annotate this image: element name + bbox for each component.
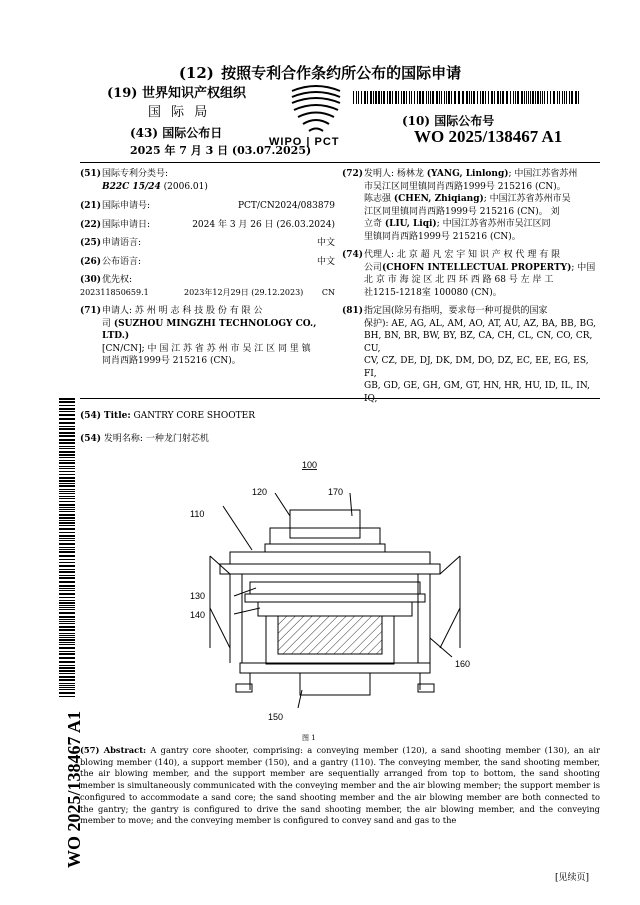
barcode-bar — [448, 91, 450, 104]
barcode-bar — [59, 426, 75, 427]
barcode-bar — [59, 676, 75, 678]
barcode-bar — [358, 91, 359, 104]
barcode-bar — [59, 602, 75, 604]
barcode-bar — [59, 509, 75, 510]
barcode-bar — [566, 91, 567, 104]
barcode-bar — [430, 91, 431, 104]
barcode-bar — [517, 91, 519, 104]
pub-date-label: (43) 国际公布日 — [130, 126, 223, 140]
barcode-bar — [544, 91, 545, 104]
barcode-bar — [403, 91, 405, 104]
barcode-bar — [59, 593, 75, 595]
barcode-bar — [59, 489, 75, 490]
barcode-bar — [59, 597, 75, 598]
barcode-bar — [59, 555, 75, 557]
biblio-rule — [80, 398, 600, 399]
field-81: (81)指定国(除另有指明，要求每一种可提供的国家 — [342, 306, 548, 316]
barcode-bar — [59, 590, 75, 591]
barcode-bar — [417, 91, 418, 104]
barcode-bar — [540, 91, 541, 104]
barcode-bar — [59, 535, 75, 537]
document-type-title: (12) 按照专利合作条约所公布的国际申请 — [178, 64, 462, 82]
barcode-bar — [59, 401, 75, 403]
field-71: (71)申请人: 苏 州 明 志 科 技 股 份 有 限 公 — [80, 306, 263, 316]
barcode-bar — [59, 538, 75, 539]
barcode-bar — [59, 471, 75, 472]
barcode-bar — [59, 428, 75, 430]
barcode-bar — [59, 435, 75, 437]
barcode-bar — [477, 91, 478, 104]
barcode-bar — [497, 91, 499, 104]
barcode-bar — [59, 621, 75, 622]
barcode-bar — [378, 91, 380, 104]
barcode-bar — [59, 577, 75, 579]
header-rule — [80, 162, 600, 163]
barcode-bar — [524, 91, 525, 104]
barcode-bar — [401, 91, 402, 104]
title-zh: (54) 发明名称: 一种龙门射芯机 — [80, 434, 209, 444]
barcode-bar — [364, 91, 366, 104]
ref-label: 170 — [328, 487, 344, 497]
barcode-bar — [557, 91, 558, 104]
barcode-bar — [521, 91, 523, 104]
barcode-bar — [59, 689, 75, 690]
barcode-bar — [432, 91, 434, 104]
barcode-bar — [559, 91, 560, 104]
barcode-bar — [59, 551, 75, 553]
barcode-bar — [488, 91, 489, 104]
barcode-bar — [59, 468, 75, 469]
barcode-bar — [59, 442, 75, 444]
barcode-bar — [510, 91, 511, 104]
barcode-bar — [59, 462, 75, 464]
barcode-bar — [59, 514, 75, 516]
barcode-bar — [367, 91, 368, 104]
barcode-bar — [59, 485, 75, 487]
barcode-bar — [59, 569, 75, 570]
barcode-bar — [387, 91, 388, 104]
barcode-bar — [471, 91, 472, 104]
biblio-left: (51)国际专利分类号: B22C 15/24 (2006.01) (21) 国际申请号: PCT/CN2024/083879 (22) 国际申请日: 2024 年 3 月 26 日 (26.03.2024) (25) 申请语言: 中文 (26) 公布语言: 中文 (30)优先权: 202311850659.1 2023年12月29日 (29.12.2023) CN (71)申请人: 苏 州 明 志 科 技 股 份 有 限 公 司 (SUZHOU MINGZHI TECHNOLOGY CO., LTD.) [CN/CN]; 中 国 江 苏 省 苏 州 市 吴 江 区 同 里 镇 同肖西路1999号 215216 (CN)。 — [80, 169, 335, 366]
barcode-bar — [59, 496, 75, 497]
barcode-bar — [59, 661, 75, 663]
barcode-bar — [59, 619, 75, 620]
field-21: (21) 国际申请号: PCT/CN2024/083879 — [80, 201, 335, 211]
barcode-bar — [381, 91, 382, 104]
barcode-bar — [446, 91, 447, 104]
field-51: (51)国际专利分类号: — [80, 169, 169, 179]
barcode-bar — [59, 626, 75, 628]
barcode-bar — [59, 687, 75, 688]
barcode-bar — [513, 91, 514, 104]
barcode-bar — [398, 91, 399, 104]
top-barcode — [353, 91, 581, 104]
barcode-bar — [395, 91, 397, 104]
barcode-bar — [59, 639, 75, 641]
field-25: (25) 申请语言: 中文 — [80, 238, 335, 248]
barcode-bar — [466, 91, 468, 104]
barcode-bar — [59, 405, 75, 406]
barcode-bar — [59, 411, 75, 412]
barcode-bar — [451, 91, 452, 104]
pub-date: 2025 年 7 月 3 日 (03.07.2025) — [130, 144, 312, 157]
organization-subname: 国 际 局 — [148, 105, 211, 120]
barcode-bar — [59, 457, 75, 458]
barcode-bar — [59, 585, 75, 587]
barcode-bar — [426, 91, 427, 104]
barcode-bar — [59, 418, 75, 420]
barcode-bar — [383, 91, 385, 104]
barcode-bar — [59, 651, 75, 652]
ref-label: 100 — [302, 460, 318, 470]
barcode-bar — [542, 91, 543, 104]
barcode-bar — [59, 532, 75, 533]
side-pub-number: WO 2025/138467 A1 — [64, 710, 84, 868]
figure-1-drawing — [190, 458, 480, 728]
barcode-bar — [392, 91, 393, 104]
barcode-bar — [59, 547, 75, 548]
barcode-bar — [506, 91, 508, 104]
barcode-bar — [59, 667, 75, 669]
ref-label: 120 — [252, 487, 268, 497]
barcode-bar — [59, 683, 75, 684]
barcode-bar — [59, 549, 75, 550]
biblio-right: (72)发明人: 杨林龙 (YANG, Linlong); 中国江苏省苏州 市吴江区同里镇同肖西路1999号 215216 (CN)。 陈志强 (CHEN, Zhiqiang); 中国江苏省苏州市吴 江区同里镇同肖西路1999号 215216 (CN)。 刘 立奇 (LIU, Liqi); 中国江苏省苏州市吴江区同 里镇同肖西路1999号 215216 (CN)。 (74)代理人: 北 京 超 凡 宏 宇 知 识 产 权 代 理 有 限 公司(CHOFN INTELLECTUAL PROPERTY); 中国 北 京 市 海 淀 区 北 四 环 西 路 68 号 左 岸 工 社1215-1218室 100080 (CN)。 (81)指定国(除另有指明，要求每一种可提供的国家 保护): AE, AG, AL, AM, AO, AT, AU, AZ, BA, BB, BG, BH, BN, BR, BW, BY, BZ, CA, CH, CL, CN, CO, CR, CU, CV, CZ, DE, DJ, DK, DM, DO, DZ, EC, EE, EG, ES, FI, GB, GD, GE, GH, GM, GT, HN, HR, HU, ID, IL, IN, IQ, — [342, 168, 600, 405]
barcode-bar — [530, 91, 531, 104]
abstract: (57) Abstract: A gantry core shooter, comprising: a conveying member (120), a sand shooting member (130), an air blowing member (140), a support member (150), and a gantry (110). The conveying member, the sand shooting member, the air blowing member, and the support member are sequentially arranged from top to bottom, the sand shooting member is simultaneously communicated with the conveying member and the air blowing member; the support member is configured to accommodate a sand core; the sand shooting member and the air blowing member are both connected to the gantry; the gantry is configured to drive the sand shooting member, the air blowing member, and the conveying member to move; and the conveying member is configured to convey sand and gas to the — [80, 745, 600, 826]
barcode-bar — [375, 91, 377, 104]
barcode-bar — [537, 91, 539, 104]
ref-label: 140 — [190, 610, 206, 620]
barcode-bar — [526, 91, 527, 104]
ref-label: 130 — [190, 591, 206, 601]
continued-note: [见续页] — [555, 873, 590, 883]
barcode-bar — [59, 565, 75, 567]
barcode-bar — [547, 91, 548, 104]
barcode-bar — [59, 398, 75, 400]
barcode-bar — [59, 460, 75, 461]
barcode-bar — [59, 480, 75, 482]
barcode-bar — [59, 543, 75, 545]
barcode-bar — [59, 642, 75, 643]
barcode-bar — [491, 91, 493, 104]
barcode-bar — [59, 633, 75, 634]
barcode-bar — [59, 571, 75, 573]
barcode-bar — [59, 432, 75, 434]
side-barcode — [59, 398, 75, 698]
barcode-bar — [59, 446, 75, 447]
barcode-bar — [353, 91, 354, 104]
barcode-bar — [406, 91, 407, 104]
barcode-bar — [59, 657, 75, 659]
barcode-bar — [59, 644, 75, 645]
barcode-bar — [59, 408, 75, 410]
barcode-bar — [370, 91, 372, 104]
field-30: (30)优先权: — [80, 275, 133, 285]
barcode-bar — [59, 696, 75, 697]
barcode-bar — [444, 91, 445, 104]
barcode-bar — [473, 91, 475, 104]
field-72: (72)发明人: 杨林龙 (YANG, Linlong); 中国江苏省苏州 — [342, 169, 578, 179]
barcode-bar — [59, 511, 75, 512]
field-22: (22) 国际申请日: 2024 年 3 月 26 日 (26.03.2024) — [80, 219, 335, 230]
pub-number: WO 2025/138467 A1 — [414, 127, 563, 146]
barcode-bar — [59, 665, 75, 666]
barcode-bar — [419, 91, 421, 104]
barcode-bar — [458, 91, 460, 104]
barcode-bar — [59, 575, 75, 576]
barcode-bar — [59, 685, 75, 686]
barcode-bar — [59, 670, 75, 672]
barcode-bar — [422, 91, 424, 104]
barcode-bar — [532, 91, 534, 104]
title-en: (54) Title: GANTRY CORE SHOOTER — [80, 411, 256, 421]
barcode-bar — [59, 647, 75, 649]
barcode-bar — [59, 422, 75, 424]
barcode-bar — [59, 507, 75, 508]
barcode-bar — [59, 501, 75, 502]
barcode-bar — [59, 600, 75, 601]
barcode-bar — [436, 91, 438, 104]
barcode-bar — [59, 623, 75, 624]
barcode-bar — [59, 491, 75, 492]
barcode-bar — [59, 498, 75, 499]
barcode-bar — [485, 91, 486, 104]
barcode-bar — [564, 91, 565, 104]
pub-number-label: (10) 国际公布号 — [402, 114, 495, 128]
barcode-bar — [59, 692, 75, 694]
barcode-bar — [528, 91, 529, 104]
barcode-bar — [502, 91, 504, 104]
barcode-bar — [59, 605, 75, 606]
barcode-bar — [562, 91, 563, 104]
barcode-bar — [553, 91, 555, 104]
barcode-bar — [59, 504, 75, 506]
barcode-bar — [462, 91, 464, 104]
figure-caption: 图 1 — [302, 734, 316, 742]
barcode-bar — [59, 629, 75, 631]
barcode-bar — [59, 609, 75, 610]
barcode-bar — [59, 493, 75, 494]
barcode-bar — [59, 483, 75, 484]
barcode-bar — [59, 607, 75, 608]
barcode-bar — [59, 616, 75, 618]
barcode-bar — [59, 653, 75, 655]
barcode-bar — [535, 91, 536, 104]
barcode-bar — [439, 91, 440, 104]
barcode-bar — [59, 466, 75, 467]
barcode-bar — [59, 673, 75, 674]
barcode-bar — [59, 517, 75, 519]
barcode-bar — [441, 91, 442, 104]
barcode-bar — [550, 91, 551, 104]
ref-label: 160 — [455, 659, 471, 669]
barcode-bar — [59, 451, 75, 453]
barcode-bar — [428, 91, 429, 104]
barcode-bar — [575, 91, 577, 104]
barcode-bar — [469, 91, 470, 104]
barcode-bar — [500, 91, 501, 104]
barcode-bar — [515, 91, 516, 104]
barcode-bar — [59, 525, 75, 526]
barcode-bar — [480, 91, 481, 104]
barcode-bar — [59, 528, 75, 530]
field-26: (26) 公布语言: 中文 — [80, 256, 335, 267]
barcode-bar — [59, 540, 75, 541]
barcode-bar — [59, 477, 75, 479]
barcode-bar — [59, 454, 75, 456]
barcode-bar — [59, 588, 75, 589]
organization-name: (19) 世界知识产权组织 — [107, 86, 246, 101]
barcode-bar — [59, 612, 75, 614]
barcode-bar — [59, 439, 75, 441]
wipo-pct-logo-text: WIPO | PCT — [269, 136, 340, 148]
ref-label: 150 — [268, 712, 284, 722]
barcode-bar — [59, 562, 75, 563]
barcode-bar — [569, 91, 570, 104]
field-74: (74)代理人: 北 京 超 凡 宏 宇 知 识 产 权 代 理 有 限 — [342, 250, 561, 260]
barcode-bar — [59, 522, 75, 524]
barcode-bar — [356, 91, 357, 104]
barcode-bar — [373, 91, 374, 104]
barcode-bar — [578, 91, 579, 104]
barcode-bar — [59, 414, 75, 416]
ref-label: 110 — [190, 509, 205, 519]
barcode-bar — [59, 679, 75, 681]
barcode-bar — [389, 91, 391, 104]
barcode-bar — [409, 91, 410, 104]
barcode-bar — [482, 91, 484, 104]
barcode-bar — [414, 91, 415, 104]
barcode-bar — [454, 91, 456, 104]
barcode-bar — [59, 635, 75, 636]
barcode-bar — [59, 559, 75, 560]
barcode-bar — [411, 91, 412, 104]
barcode-bar — [494, 91, 495, 104]
barcode-bar — [59, 637, 75, 638]
barcode-bar — [59, 581, 75, 583]
barcode-bar — [59, 520, 75, 521]
barcode-bar — [361, 91, 362, 104]
barcode-bar — [571, 91, 573, 104]
barcode-bar — [59, 474, 75, 475]
barcode-bar — [59, 448, 75, 449]
